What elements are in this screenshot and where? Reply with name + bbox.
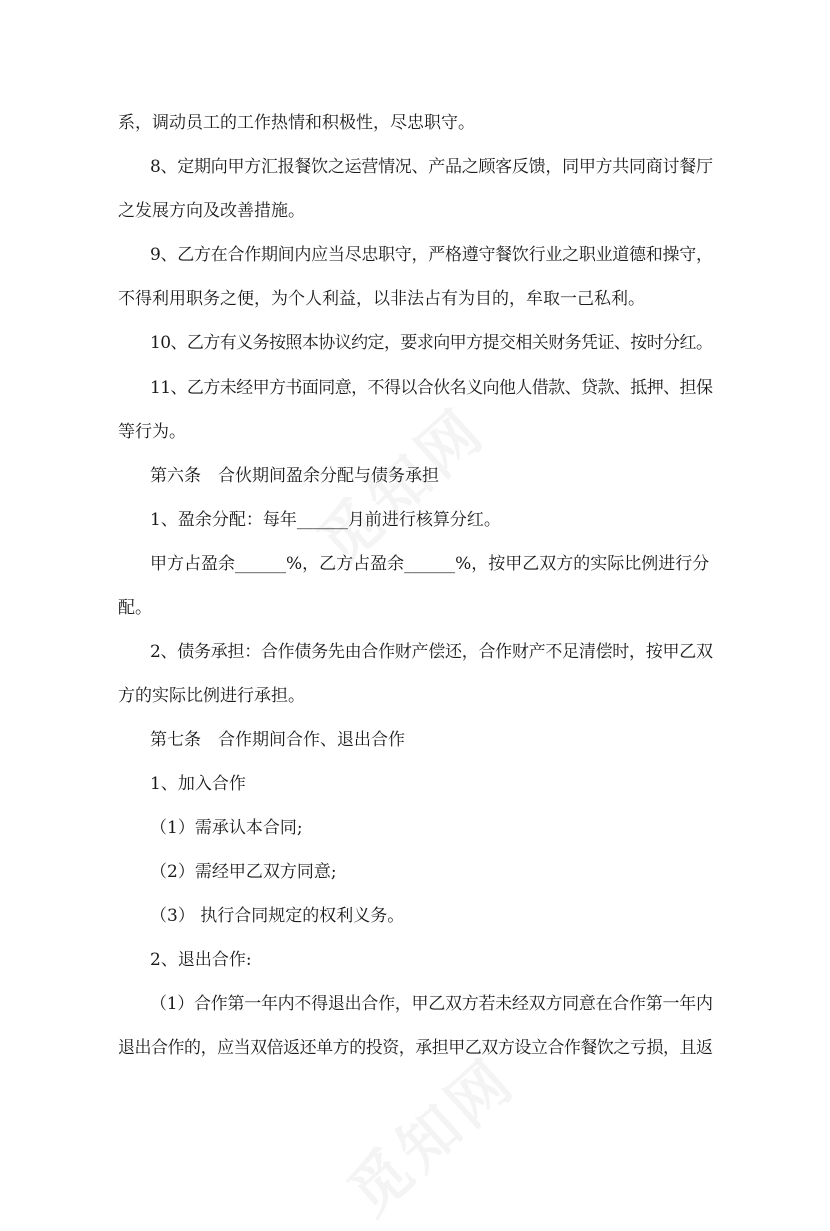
text-line: 8、定期向甲方汇报餐饮之运营情况、产品之顾客反馈，同甲方共同商讨餐厅 — [150, 157, 713, 177]
section-heading: 第六条 合伙期间盈余分配与债务承担 — [150, 466, 439, 486]
text-line: 配。 — [118, 598, 152, 618]
text-line: 11、乙方未经甲方书面同意，不得以合伙名义向他人借款、贷款、抵押、担保 — [150, 378, 713, 398]
text-line: 系，调动员工的工作热情和积极性，尽忠职守。 — [118, 113, 475, 133]
text-line: 之发展方向及改善措施。 — [118, 201, 305, 221]
text-line: 2、退出合作: — [150, 950, 252, 970]
text-line: 方的实际比例进行承担。 — [118, 686, 305, 706]
text-line: 等行为。 — [118, 422, 186, 442]
text-line: 1、加入合作 — [150, 774, 246, 794]
text-line: 2、债务承担：合作债务先由合作财产偿还，合作财产不足清偿时，按甲乙双 — [150, 642, 713, 662]
text-line: 10、乙方有义务按照本协议约定，要求向甲方提交相关财务凭证、按时分红。 — [150, 333, 713, 353]
list-item: （2）需经甲乙双方同意; — [150, 862, 337, 882]
text-line: 不得利用职务之便，为个人利益，以非法占有为目的，牟取一己私利。 — [118, 289, 645, 309]
text-line: 甲方占盈余______%，乙方占盈余______%，按甲乙双方的实际比例进行分 — [150, 554, 710, 574]
text-line: （1）合作第一年内不得退出合作，甲乙双方若未经双方同意在合作第一年内 — [150, 994, 713, 1014]
list-item: （3） 执行合同规定的权利义务。 — [150, 906, 405, 926]
text-line: 9、乙方在合作期间内应当尽忠职守，严格遵守餐饮行业之职业道德和操守， — [150, 245, 713, 265]
section-heading: 第七条 合作期间合作、退出合作 — [150, 730, 405, 750]
text-line: 退出合作的，应当双倍返还单方的投资，承担甲乙双方设立合作餐饮之亏损，且返 — [118, 1038, 713, 1058]
watermark-bottom — [327, 1035, 532, 1231]
text-line: 1、盈余分配：每年______月前进行核算分红。 — [150, 510, 501, 530]
list-item: （1）需承认本合同; — [150, 818, 303, 838]
